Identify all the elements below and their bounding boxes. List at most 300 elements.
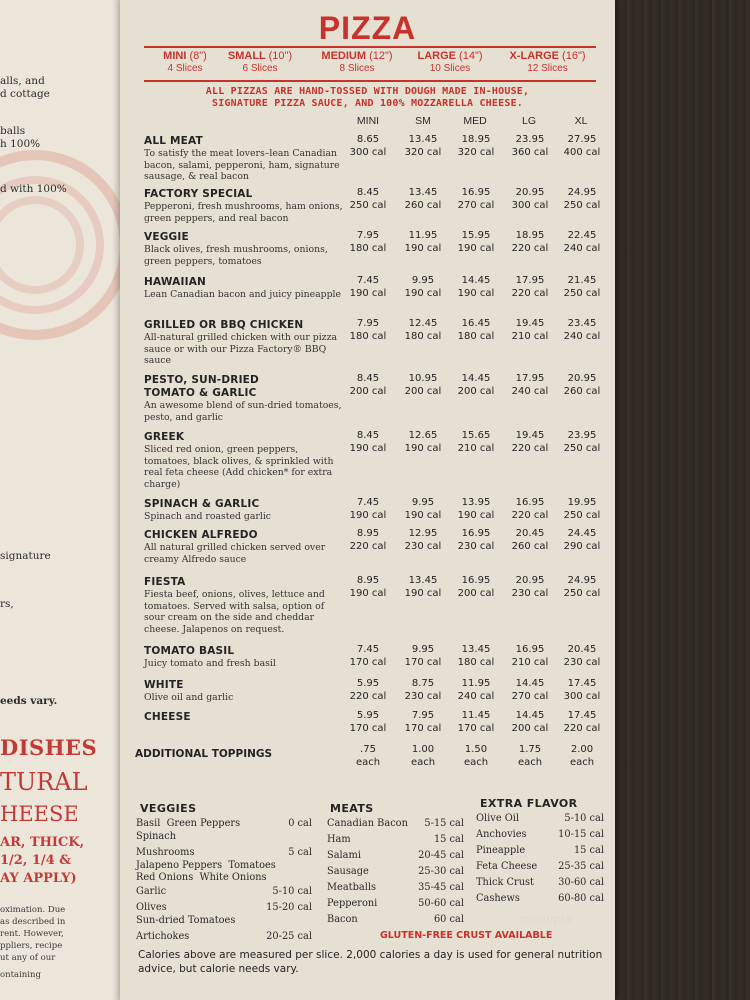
price-cell	[448, 274, 504, 300]
price-cell	[340, 317, 396, 343]
calories: 240 cal	[563, 243, 601, 254]
left-heading: DISHES	[0, 735, 98, 760]
size-slices: 6 Slices	[242, 63, 278, 74]
price: 16.95	[515, 644, 545, 655]
menu-item-name: HAWAIIAN	[144, 276, 207, 288]
calories: 250 cal	[563, 288, 601, 299]
price-cell	[340, 574, 396, 600]
calories: 170 cal	[404, 723, 442, 734]
calories: 190 cal	[349, 288, 387, 299]
price-cell	[554, 709, 610, 735]
price-cell	[340, 186, 396, 212]
price-cell	[502, 133, 558, 159]
price-unit: each	[410, 757, 436, 768]
size-inch: (12")	[369, 50, 393, 62]
column-header: XL	[574, 115, 588, 127]
price: 7.45	[356, 497, 380, 508]
price: 9.95	[411, 275, 435, 286]
left-fragment: AY APPLY)	[0, 871, 77, 886]
extra-flavor-topping: Feta Cheese	[476, 861, 538, 872]
price: 9.95	[411, 497, 435, 508]
price-cell	[395, 274, 451, 300]
menu-item-name: ALL MEAT	[144, 135, 203, 147]
calories: 180 cal	[349, 243, 387, 254]
price-cell	[502, 372, 558, 398]
extra-flavor-topping: Thick Crust	[476, 877, 534, 888]
calories: 300 cal	[511, 200, 549, 211]
calories: 250 cal	[563, 200, 601, 211]
calories: 190 cal	[404, 588, 442, 599]
menu-item-name: GREEK	[144, 431, 185, 443]
price-cell	[554, 677, 610, 703]
price: 21.45	[567, 275, 597, 286]
calories: 250 cal	[563, 443, 601, 454]
menu-item	[144, 645, 614, 670]
price: 23.95	[515, 134, 545, 145]
price: 19.95	[567, 497, 597, 508]
calories: 190 cal	[457, 510, 495, 521]
price-cell	[554, 372, 610, 398]
menu-item-description: Spinach and roasted garlic	[144, 511, 272, 522]
price: 17.45	[567, 710, 597, 721]
menu-item-description: Fiesta beef, onions, olives, lettuce and tomatoes. Served with salsa, option of sour cream on the side and cheddar cheese. Jalapenos on request.	[144, 589, 325, 635]
size-large	[410, 50, 490, 74]
size-slices: 10 Slices	[429, 63, 471, 74]
size-small	[220, 50, 300, 74]
price: 13.45	[408, 134, 438, 145]
price-cell	[502, 274, 558, 300]
calories: 320 cal	[404, 147, 442, 158]
veggie-topping: Artichokes	[136, 931, 190, 942]
price: 8.95	[356, 528, 380, 539]
menu-item-name: WHITE	[144, 679, 184, 691]
calories: 210 cal	[511, 657, 549, 668]
price-cell	[448, 317, 504, 343]
size-medium	[312, 50, 402, 74]
price-cell	[502, 574, 558, 600]
left-fragment: d cottage	[0, 88, 50, 100]
menu-item-description: Olive oil and garlic	[144, 692, 234, 703]
price: 8.45	[356, 373, 380, 384]
calories: 230 cal	[563, 657, 601, 668]
wood-table-background	[610, 0, 750, 1000]
calories: 300 cal	[563, 691, 601, 702]
price-cell	[448, 133, 504, 159]
menu-item	[144, 319, 614, 367]
calories: 230 cal	[457, 541, 495, 552]
price-cell	[340, 133, 396, 159]
meat-topping: Canadian Bacon	[327, 818, 408, 829]
size-name: X-LARGE	[509, 50, 559, 62]
calories: 210 cal	[511, 331, 549, 342]
price: 8.75	[411, 678, 435, 689]
left-fragment: d with 100%	[0, 183, 67, 195]
calories: 210 cal	[457, 443, 495, 454]
price-cell	[502, 317, 558, 343]
divider	[144, 80, 596, 82]
topping-calories: 60-80 cal	[558, 893, 604, 904]
calories: 240 cal	[457, 691, 495, 702]
price: 8.95	[356, 575, 380, 586]
price: 7.95	[411, 710, 435, 721]
menu-item-description: To satisfy the meat lovers–lean Canadian bacon, salami, pepperoni, ham, signature sausage, & real bacon	[144, 148, 340, 183]
calorie-footnote: Calories above are measured per slice. 2,000 calories a day is used for general nutrition advice, but calorie needs vary.	[138, 949, 603, 975]
topping-price-cell	[554, 743, 610, 769]
calories: 270 cal	[511, 691, 549, 702]
price: 2.00	[570, 744, 594, 755]
price: 8.45	[356, 187, 380, 198]
price: 22.45	[567, 230, 597, 241]
price: 1.75	[518, 744, 542, 755]
calories: 230 cal	[404, 691, 442, 702]
calories: 190 cal	[404, 510, 442, 521]
calories: 190 cal	[404, 243, 442, 254]
calories: 190 cal	[404, 288, 442, 299]
calories: 320 cal	[457, 147, 495, 158]
notice-line: SIGNATURE PIZZA SAUCE, AND 100% MOZZARELLA CHEESE.	[211, 98, 524, 109]
size-slices: 8 Slices	[339, 63, 375, 74]
extra-flavor-topping: Olive Oil	[476, 813, 520, 824]
price-cell	[502, 429, 558, 455]
veggie-topping: Basil Green Peppers Spinach	[136, 818, 241, 842]
price-unit: each	[355, 757, 381, 768]
price-cell	[448, 496, 504, 522]
price-cell	[340, 372, 396, 398]
gluten-free-note: GLUTEN-FREE CRUST AVAILABLE	[380, 930, 553, 941]
size-slices: 4 Slices	[167, 63, 203, 74]
price: 14.45	[461, 373, 491, 384]
calories: 180 cal	[404, 331, 442, 342]
price: 8.65	[356, 134, 380, 145]
price-cell	[340, 709, 396, 735]
calories: 220 cal	[511, 243, 549, 254]
meat-topping: Meatballs	[327, 882, 377, 893]
price: 1.50	[464, 744, 488, 755]
calories: 260 cal	[511, 541, 549, 552]
price: 13.45	[461, 644, 491, 655]
price-cell	[502, 677, 558, 703]
topping-calories: 25-30 cal	[418, 866, 464, 877]
price: 19.45	[515, 318, 545, 329]
price-cell	[554, 527, 610, 553]
menu-item	[144, 135, 614, 183]
price: 12.95	[408, 528, 438, 539]
price: 11.95	[461, 678, 491, 689]
price: 1.00	[411, 744, 435, 755]
size-inch: (8")	[189, 50, 207, 62]
price-cell	[340, 496, 396, 522]
price-unit: each	[517, 757, 543, 768]
left-heading: HEESE	[0, 802, 79, 826]
price: 16.45	[461, 318, 491, 329]
meat-topping: Salami	[327, 850, 361, 861]
left-fragment: ppliers, recipe	[0, 941, 63, 951]
price-cell	[554, 429, 610, 455]
calories: 200 cal	[457, 588, 495, 599]
price: 10.95	[408, 373, 438, 384]
left-fragment: ut any of our	[0, 953, 56, 963]
size-name: MEDIUM	[321, 50, 367, 62]
left-heading: TURAL	[0, 768, 88, 796]
calories: 250 cal	[563, 510, 601, 521]
price-unit: each	[463, 757, 489, 768]
price-cell	[554, 574, 610, 600]
price-cell	[395, 677, 451, 703]
price-cell	[395, 709, 451, 735]
price-cell	[395, 133, 451, 159]
menu-item-name: CHEESE	[144, 711, 191, 723]
calories: 200 cal	[404, 386, 442, 397]
price: 13.45	[408, 187, 438, 198]
calories: 200 cal	[349, 386, 387, 397]
left-fragment: oximation. Due	[0, 905, 66, 915]
price-cell	[448, 677, 504, 703]
price: 12.45	[408, 318, 438, 329]
price-cell	[448, 229, 504, 255]
calories: 240 cal	[511, 386, 549, 397]
menu-item-description: Sliced red onion, green peppers, tomatoes, black olives, & sprinkled with real feta cheese (Add chicken* for extra charge)	[144, 444, 334, 490]
price: 16.95	[515, 497, 545, 508]
price: 13.45	[408, 575, 438, 586]
price-cell	[448, 186, 504, 212]
calories: 170 cal	[349, 723, 387, 734]
price: 7.45	[356, 275, 380, 286]
price: 7.95	[356, 318, 380, 329]
price: 14.45	[515, 710, 545, 721]
menu-item	[144, 231, 614, 267]
calories: 260 cal	[563, 386, 601, 397]
topping-calories: 5-10 cal	[564, 813, 604, 824]
calories: 200 cal	[511, 723, 549, 734]
menu-item	[144, 374, 614, 423]
price-cell	[448, 709, 504, 735]
calories: 230 cal	[511, 588, 549, 599]
calories: 290 cal	[563, 541, 601, 552]
topping-calories: 5-10 cal	[272, 886, 312, 897]
additional-toppings-label: ADDITIONAL TOPPINGS	[135, 748, 273, 760]
price-cell	[554, 186, 610, 212]
size-inch: (16")	[562, 50, 586, 62]
calories: 180 cal	[457, 657, 495, 668]
calories: 220 cal	[511, 288, 549, 299]
price-cell	[554, 643, 610, 669]
price-cell	[448, 372, 504, 398]
menu-item-description: All-natural grilled chicken with our pizza sauce or with our Pizza Factory® BBQ sauce	[144, 332, 338, 367]
left-fragment: ontaining	[0, 970, 41, 980]
menu-item-description: Lean Canadian bacon and juicy pineapple	[144, 289, 342, 300]
left-menu-panel	[0, 0, 120, 1000]
topping-calories: 5-15 cal	[424, 818, 464, 829]
calories: 170 cal	[457, 723, 495, 734]
price-cell	[554, 317, 610, 343]
price: 5.95	[356, 678, 380, 689]
price-cell	[502, 229, 558, 255]
topping-calories: 25-35 cal	[558, 861, 604, 872]
topping-calories: 15 cal	[573, 845, 604, 856]
calories: 240 cal	[563, 331, 601, 342]
topping-price-cell	[448, 743, 504, 769]
topping-calories: 20-45 cal	[418, 850, 464, 861]
calories: 190 cal	[349, 510, 387, 521]
price-cell	[502, 186, 558, 212]
calories: 180 cal	[457, 331, 495, 342]
calories: 180 cal	[349, 331, 387, 342]
price: 24.95	[567, 187, 597, 198]
column-header: MED	[463, 115, 487, 127]
menu-item-description: Juicy tomato and fresh basil	[144, 658, 276, 669]
topping-calories: 30-60 cal	[558, 877, 604, 888]
size-name: MINI	[163, 50, 187, 62]
calories: 220 cal	[349, 691, 387, 702]
topping-price-cell	[502, 743, 558, 769]
price-cell	[340, 643, 396, 669]
price: 20.95	[567, 373, 597, 384]
left-fragment: as described in	[0, 917, 66, 927]
price: 5.95	[356, 710, 380, 721]
calories: 190 cal	[349, 588, 387, 599]
column-header: LG	[521, 115, 536, 127]
price: .75	[360, 744, 376, 755]
price-cell	[395, 429, 451, 455]
menu-item	[144, 498, 614, 523]
price-cell	[395, 643, 451, 669]
price-cell	[340, 527, 396, 553]
price-cell	[554, 133, 610, 159]
calories: 170 cal	[404, 657, 442, 668]
left-fragment: AR, THICK,	[0, 835, 85, 850]
decorative-swirl	[0, 150, 120, 340]
left-fragment: h 100%	[0, 138, 41, 150]
menu-item-name: FIESTA	[144, 576, 186, 588]
meat-topping: Pepperoni	[327, 898, 378, 909]
size-name: LARGE	[417, 50, 456, 62]
calories: 250 cal	[349, 200, 387, 211]
calories: 300 cal	[349, 147, 387, 158]
price-cell	[395, 496, 451, 522]
menu-item-description: Pepperoni, fresh mushrooms, ham onions, green peppers, and real bacon	[144, 201, 343, 224]
calories: 220 cal	[511, 443, 549, 454]
price: 14.45	[515, 678, 545, 689]
size-inch: (14")	[459, 50, 483, 62]
price-unit: each	[569, 757, 595, 768]
menu-item-name: SPINACH & GARLIC	[144, 498, 260, 510]
price: 15.65	[461, 430, 491, 441]
price-cell	[340, 229, 396, 255]
left-fragment: 1/2, 1/4 &	[0, 853, 71, 868]
veggie-topping: Mushrooms Jalapeno Peppers Tomatoes Red Onions White Onions	[136, 847, 276, 883]
price-cell	[554, 496, 610, 522]
price-cell	[554, 274, 610, 300]
price: 17.95	[515, 373, 545, 384]
price: 18.95	[515, 230, 545, 241]
extra-flavor-topping: Cashews	[476, 893, 520, 904]
calories: 250 cal	[563, 588, 601, 599]
meat-topping: Bacon	[327, 914, 358, 925]
notice-line: ALL PIZZAS ARE HAND-TOSSED WITH DOUGH MADE IN-HOUSE,	[205, 86, 530, 97]
column-header: SM	[415, 115, 431, 127]
price-cell	[502, 527, 558, 553]
veggie-topping: Garlic	[136, 886, 167, 897]
menu-item-name: PESTO, SUN-DRIED TOMATO & GARLIC	[144, 374, 259, 399]
calories: 360 cal	[511, 147, 549, 158]
price: 20.45	[567, 644, 597, 655]
left-fragment: eeds vary.	[0, 695, 58, 707]
column-header: MINI	[356, 115, 380, 127]
price: 23.45	[567, 318, 597, 329]
price-cell	[448, 429, 504, 455]
left-fragment: rent. However,	[0, 929, 64, 939]
extra-flavor-topping: Anchovies	[476, 829, 527, 840]
topping-calories: 60 cal	[433, 914, 464, 925]
price-cell	[395, 527, 451, 553]
menu-item	[144, 710, 614, 734]
menu-item	[144, 576, 614, 635]
price: 20.45	[515, 528, 545, 539]
calories: 270 cal	[457, 200, 495, 211]
menu-item-description: An awesome blend of sun-dried tomatoes, pesto, and garlic	[144, 400, 342, 423]
left-fragment: rs,	[0, 598, 14, 610]
menu-item-description: All natural grilled chicken served over creamy Alfredo sauce	[144, 542, 326, 565]
extra-flavor-topping: Pineapple	[476, 845, 526, 856]
topping-calories: 0 cal	[288, 818, 312, 829]
left-fragment: signature	[0, 550, 51, 562]
price-cell	[502, 496, 558, 522]
watermark: menupix	[520, 912, 573, 926]
topping-calories: 15-20 cal	[266, 902, 312, 913]
price: 9.95	[411, 644, 435, 655]
veggie-topping: Olives Sun-dried Tomatoes	[136, 902, 236, 926]
price: 17.45	[567, 678, 597, 689]
price: 23.95	[567, 430, 597, 441]
price-cell	[502, 643, 558, 669]
menu-item	[144, 276, 614, 301]
menu-item-name: GRILLED OR BBQ CHICKEN	[144, 319, 304, 331]
menu-item	[144, 431, 614, 490]
price: 8.45	[356, 430, 380, 441]
meat-topping: Ham	[327, 834, 351, 845]
calories: 400 cal	[563, 147, 601, 158]
meats-heading: MEATS	[330, 802, 374, 815]
price: 11.95	[408, 230, 438, 241]
veggies-heading: VEGGIES	[140, 802, 197, 815]
menu-item-description: Black olives, fresh mushrooms, onions, green peppers, tomatoes	[144, 244, 328, 267]
price-cell	[395, 186, 451, 212]
page-title: PIZZA	[318, 10, 417, 46]
calories: 190 cal	[457, 243, 495, 254]
topping-calories: 20-25 cal	[266, 931, 312, 942]
price-cell	[502, 709, 558, 735]
price: 16.95	[461, 187, 491, 198]
price-cell	[448, 643, 504, 669]
pizza-menu-page	[120, 0, 615, 1000]
calories: 220 cal	[511, 510, 549, 521]
price: 12.65	[408, 430, 438, 441]
price: 14.45	[461, 275, 491, 286]
price-cell	[395, 229, 451, 255]
calories: 190 cal	[404, 443, 442, 454]
price-cell	[395, 317, 451, 343]
price-cell	[448, 574, 504, 600]
menu-item-name: VEGGIE	[144, 231, 189, 243]
extra-flavor-heading: EXTRA FLAVOR	[480, 797, 578, 810]
topping-calories: 35-45 cal	[418, 882, 464, 893]
price: 15.95	[461, 230, 491, 241]
calories: 190 cal	[349, 443, 387, 454]
price-cell	[395, 372, 451, 398]
size-name: SMALL	[227, 50, 266, 62]
size-inch: (10")	[268, 50, 293, 62]
price: 27.95	[567, 134, 597, 145]
